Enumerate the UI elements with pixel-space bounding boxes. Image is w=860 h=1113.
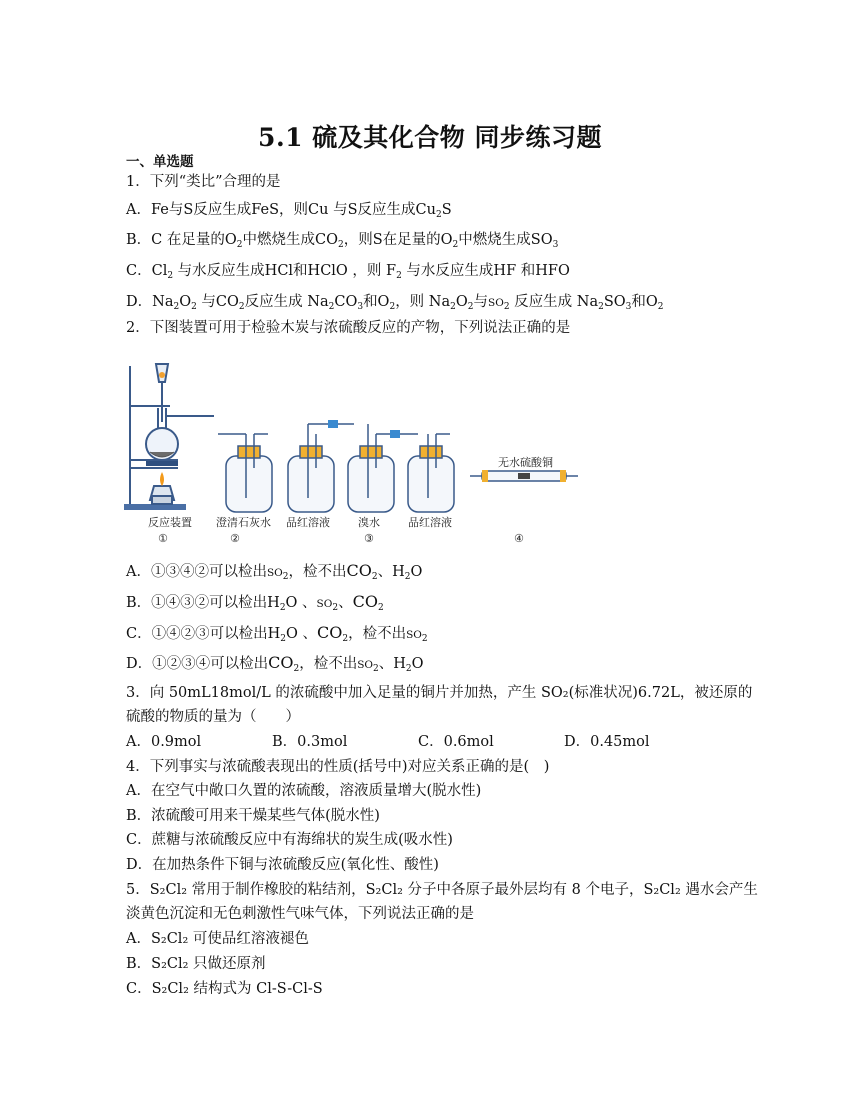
bottle-limewater <box>218 434 272 512</box>
q5-option-a: A．S₂Cl₂ 可使品红溶液褪色 <box>126 931 309 947</box>
label-cuso4: 无水硫酸铜 <box>498 456 553 469</box>
q4-option-b: B．浓硫酸可用来干燥某些气体(脱水性) <box>126 808 380 824</box>
q4-option-c: C．蔗糖与浓硫酸反应中有海绵状的炭生成(吸水性) <box>126 832 453 848</box>
q2-stem: 2．下图装置可用于检验木炭与浓硫酸反应的产物，下列说法正确的是 <box>126 320 571 336</box>
q3-option-a: A．0.9mol <box>126 734 202 750</box>
q3-stem-line1: 3．向 50mL18mol/L 的浓硫酸中加入足量的铜片并加热，产生 SO₂(标准状况)6.72L，被还原的 <box>126 685 753 701</box>
number-1: ① <box>158 532 168 545</box>
q2-option-c: C．①④②③可以检出$H_2O$ 、$CO_2$，检不出$SO_2$ <box>126 623 428 644</box>
label-bromine: 溴水 <box>358 516 380 529</box>
bottle-magenta-1 <box>288 420 354 512</box>
q3-stem-line2: 硫酸的物质的量为（ ） <box>126 709 300 725</box>
bottle-magenta-2 <box>408 434 454 512</box>
q3-option-b: B．0.3mol <box>272 734 348 750</box>
number-3: ③ <box>364 532 374 545</box>
label-limewater: 澄清石灰水 <box>216 516 271 529</box>
q1-option-b: B．C 在足量的$O_2$中燃烧生成$CO_2$，则S在足量的$O_2$中燃烧生成$SO_3$ <box>126 232 559 250</box>
drying-tube-cuso4 <box>470 470 578 482</box>
q3-option-c: C．0.6mol <box>418 734 494 750</box>
q5-stem-line1: 5．S₂Cl₂ 常用于制作橡胶的粘结剂，S₂Cl₂ 分子中各原子最外层均有 8 个电子，S₂Cl₂ 遇水会产生 <box>126 882 758 898</box>
apparatus-figure <box>118 348 618 548</box>
q1-option-c: C．$Cl_2$ 与水反应生成HCl和HClO ，则 $F_2$ 与水反应生成HF 和HFO <box>126 263 570 281</box>
q1-stem: 1．下列“类比”合理的是 <box>126 174 281 190</box>
q5-option-c: C．S₂Cl₂ 结构式为 Cl-S-Cl-S <box>126 981 323 997</box>
q2-option-d: D．①②③④可以检出$CO_2$，检不出$SO_2$、$H_2O$ <box>126 653 424 674</box>
q4-stem: 4．下列事实与浓硫酸表现出的性质(括号中)对应关系正确的是( ) <box>126 759 550 775</box>
number-4: ④ <box>514 532 524 545</box>
reaction-apparatus <box>124 364 214 510</box>
q4-option-d: D．在加热条件下铜与浓硫酸反应(氧化性、酸性) <box>126 857 439 873</box>
q3-option-d: D．0.45mol <box>564 734 650 750</box>
q2-option-a: A．①③④②可以检出$SO_2$，检不出$CO_2$、$H_2O$ <box>126 561 423 582</box>
number-2: ② <box>230 532 240 545</box>
section-heading: 一、单选题 <box>126 154 194 170</box>
page-title: 5.1 硫及其化合物 同步练习题 <box>258 123 602 152</box>
label-magenta-1: 品红溶液 <box>286 516 330 529</box>
label-magenta-2: 品红溶液 <box>408 516 452 529</box>
q1-option-a: A．Fe与S反应生成FeS，则Cu 与S反应生成$Cu_2S$ <box>126 202 452 220</box>
q2-option-b: B．①④③②可以检出$H_2O$ 、$SO_2$、$CO_2$ <box>126 592 384 613</box>
q5-stem-line2: 淡黄色沉淀和无色刺激性气味气体，下列说法正确的是 <box>126 906 474 922</box>
q5-option-b: B．S₂Cl₂ 只做还原剂 <box>126 956 266 972</box>
q1-option-d: D．$Na_2O_2$ 与$CO_2$反应生成 $Na_2CO_3$和$O_2$，则 $Na_2O_2$与$SO_2$ 反应生成 $Na_2SO_3$和$O_2$ <box>126 294 664 312</box>
label-reaction: 反应装置 <box>148 516 192 529</box>
q4-option-a: A．在空气中敞口久置的浓硫酸，溶液质量增大(脱水性) <box>126 783 482 799</box>
